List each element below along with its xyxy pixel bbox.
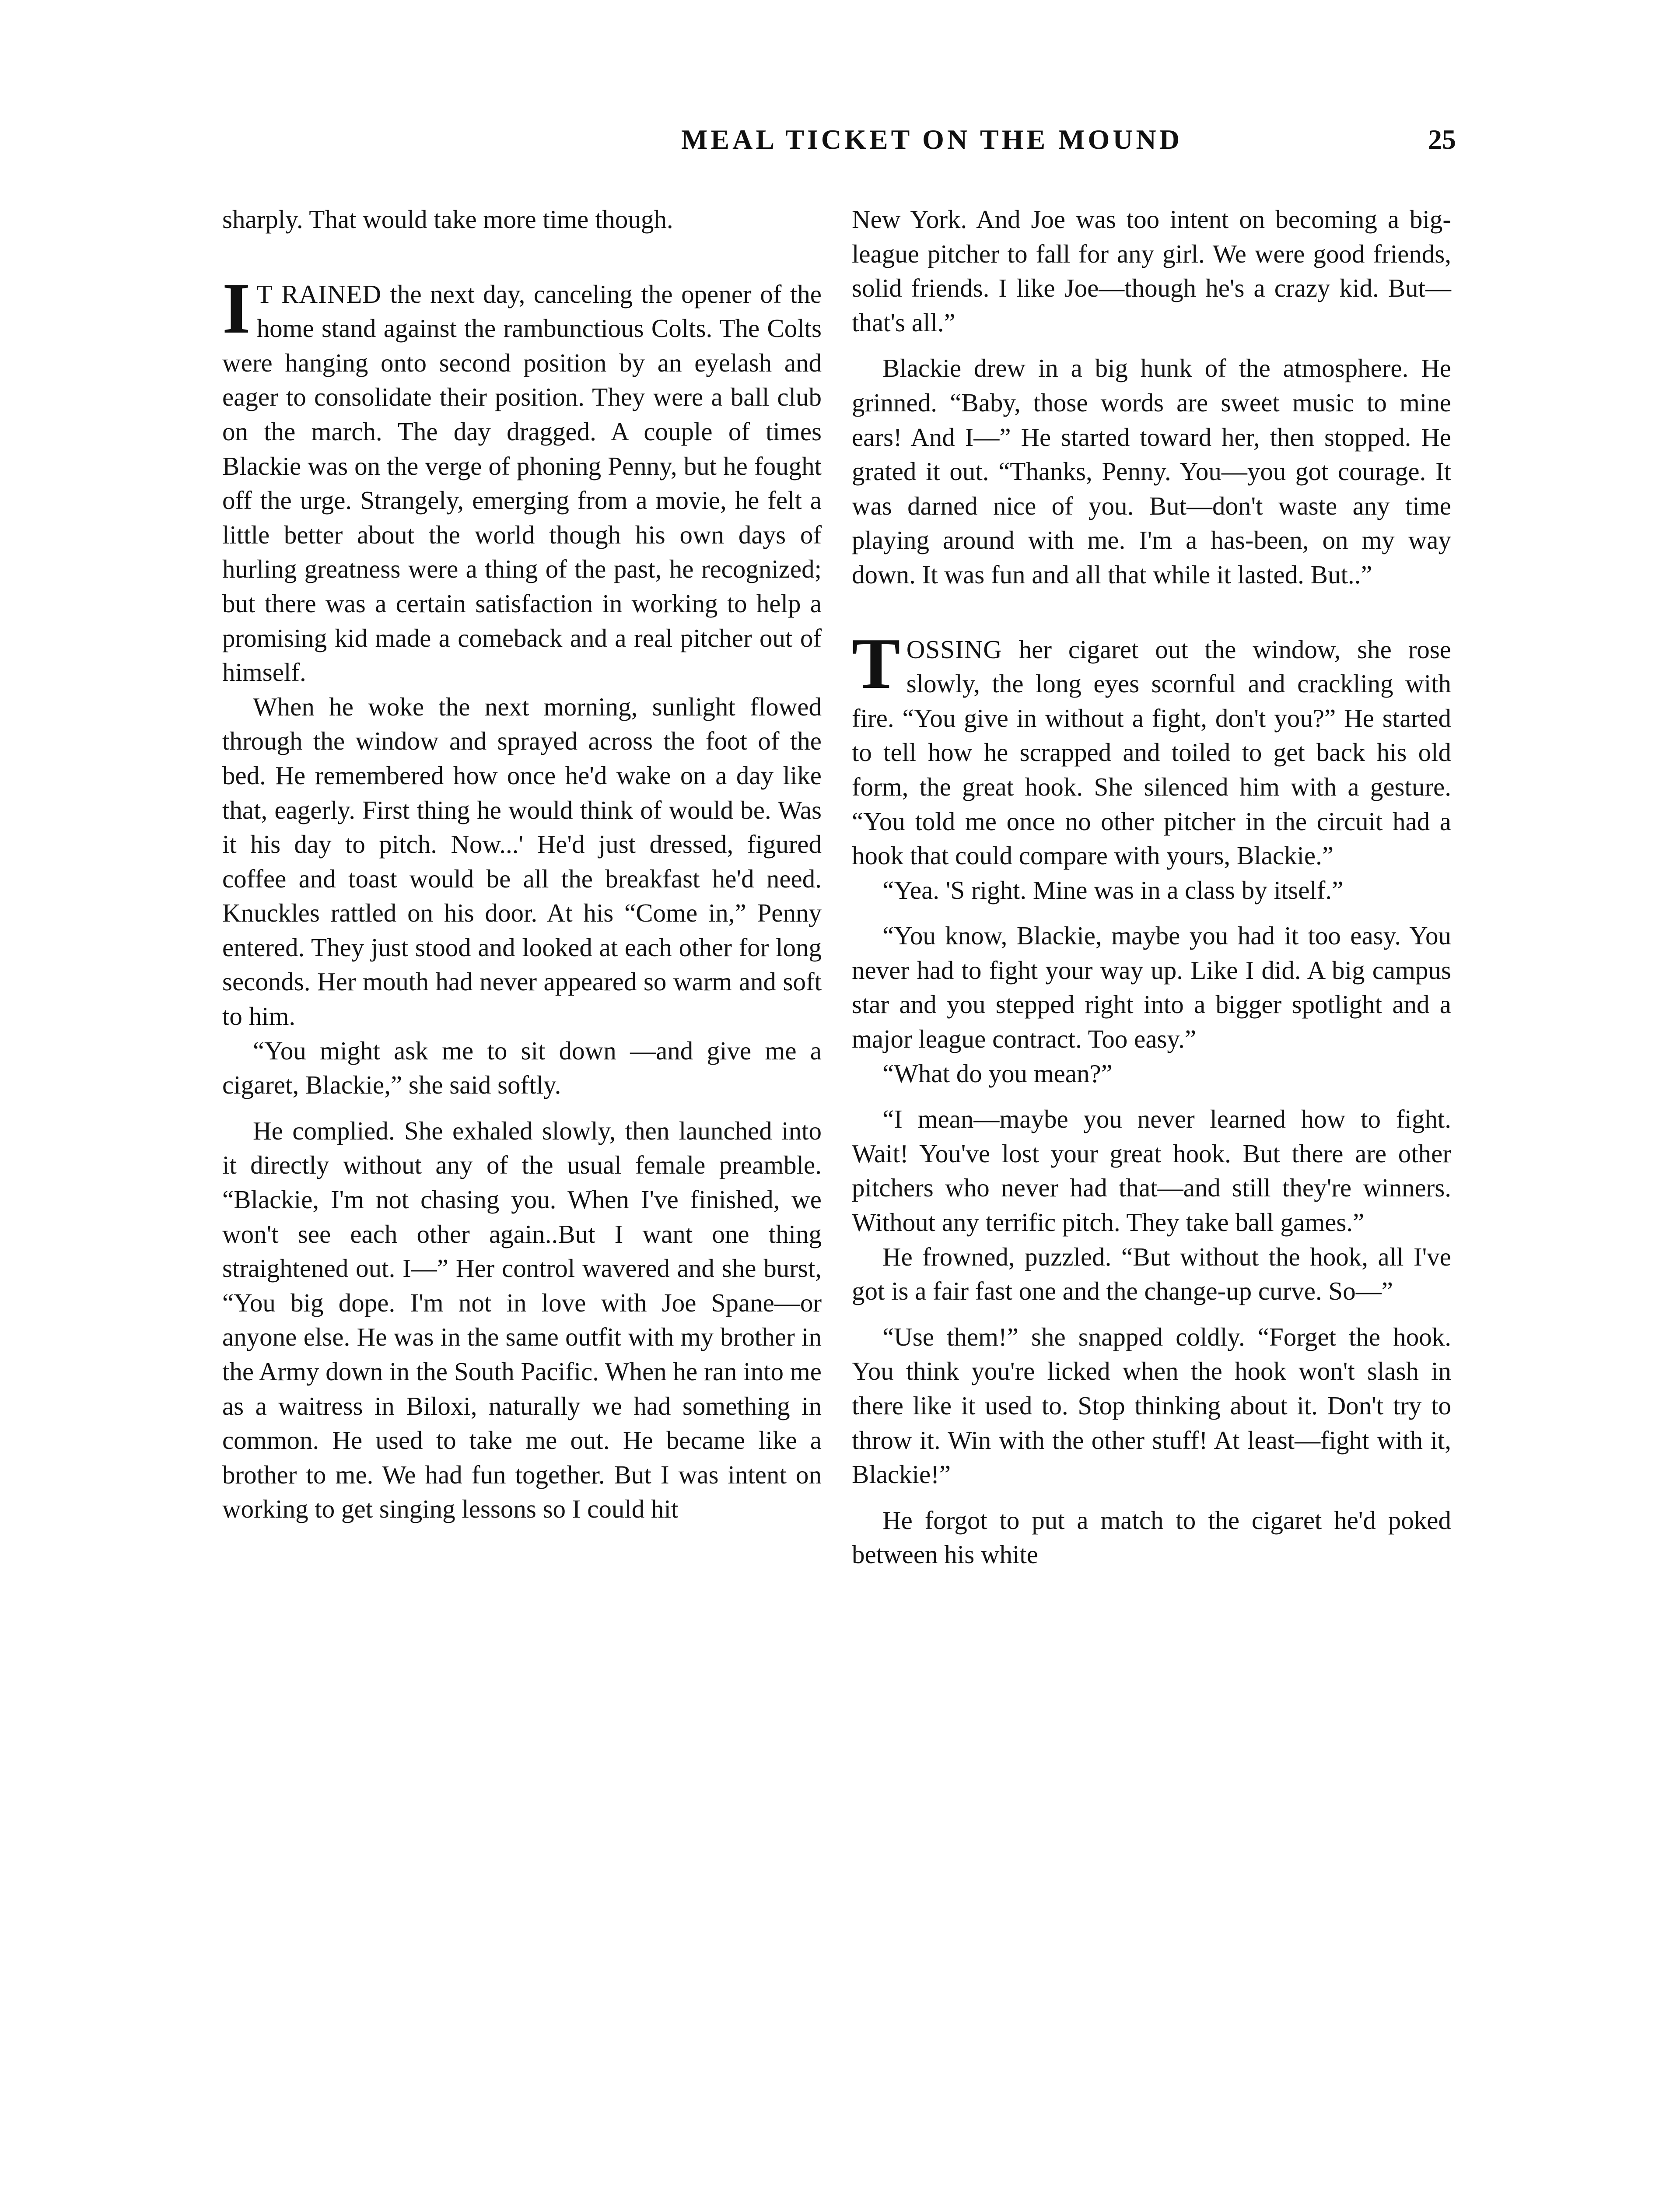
- page-number: 25: [1428, 124, 1456, 155]
- running-title: MEAL TICKET ON THE MOUND: [681, 124, 1183, 155]
- drop-cap: I: [222, 267, 251, 348]
- body-paragraph: He frowned, puzzled. “But without the hook, all I've got is a fair fast one and the change-up curve. So—”: [852, 1242, 1451, 1306]
- body-paragraph: When he woke the next morning, sunlight flowed through the window and sprayed across the foot of the bed. He remembered how once he'd wake on a day like that, eagerly. First thing he would think of would be. Was it his day to pitch. Now...' He'd just dressed, figured coffee and toast would be all the breakfast he'd need. Knuckles rattled on his door. At his “Come in,” Penny entered. They just stood and looked at each other for long seconds. Her mouth had never appeared so warm and soft to him.: [222, 692, 822, 1031]
- continuation-paragraph: sharply. That would take more time though.: [222, 205, 673, 234]
- body-paragraph: “What do you mean?”: [882, 1059, 1113, 1088]
- body-paragraph: “You know, Blackie, maybe you had it too easy. You never had to fight your way up. Like I did. A big campus star and you stepped right into a bigger spotlight and a major league contract. Too easy.”: [852, 921, 1451, 1054]
- continuation-paragraph: New York. And Joe was too intent on becoming a big-league pitcher to fall for any girl. We were good friends, solid friends. I like Joe—though he's a crazy kid. But—that's all.”: [852, 205, 1451, 337]
- body-paragraph: “I mean—maybe you never learned how to fight. Wait! You've lost your great hook. But there are other pitchers who never had that—and still they're winners. Without any terrific pitch. They take ball games.”: [852, 1105, 1451, 1237]
- section-opening-paragraph: [222, 267, 822, 690]
- body-paragraph: “Use them!” she snapped coldly. “Forget the hook. You think you're licked when the hook won't slash in there like it used to. Stop thinking about it. Don't try to throw it. Win with the other stuff! At least—fight with it, Blackie!”: [852, 1322, 1451, 1489]
- body-paragraph: Blackie drew in a big hunk of the atmosphere. He grinned. “Baby, those words are sweet music to mine ears! And I—” He started toward her, then stopped. He grated it out. “Thanks, Penny. You—you got courage. It was darned nice of you. But—don't waste any time playing around with me. I'm a has-been, on my way down. It was fun and all that while it lasted. But..”: [852, 354, 1451, 589]
- section-opening-paragraph: [852, 623, 1451, 873]
- drop-cap: T: [852, 623, 900, 704]
- body-paragraph: “Yea. 'S right. Mine was in a class by itself.”: [882, 875, 1344, 905]
- paragraph-text: the next day, canceling the opener of the home stand against the rambunctious Colts. The Colts were hanging onto second position by an eyelash and eager to consolidate their position. They were a ball club on the march. The day dragged. A couple of times Blackie was on the verge of phoning Penny, but he fought off the urge. Strangely, emerging from a movie, he felt a little better about the world though his own days of hurling greatness were a thing of the past, he recognized; but there was a certain satisfaction in working to help a promising kid made a comeback and a real pitcher out of himself.: [222, 279, 822, 687]
- left-column: [222, 202, 822, 1526]
- body-paragraph: He complied. She exhaled slowly, then launched into it directly without any of the usual female preamble. “Blackie, I'm not chasing you. When I've finished, we won't see each other again..But I want one thing straightened out. I—” Her control wavered and she burst, “You big dope. I'm not in love with Joe Spane—or anyone else. He was in the same outfit with my brother in the Army down in the South Pacific. When he ran into me as a waitress in Biloxi, naturally we had something in common. He used to take me out. He became like a brother to me. We had fun together. But I was intent on working to get singing lessons so I could hit: [222, 1116, 822, 1524]
- body-paragraph: He forgot to put a match to the cigaret he'd poked between his white: [852, 1505, 1451, 1569]
- right-column: [852, 202, 1451, 1572]
- lead-in: OSSING: [906, 635, 1002, 664]
- lead-in: T RAINED: [256, 279, 382, 309]
- body-paragraph: “You might ask me to sit down —and give me a cigaret, Blackie,” she said softly.: [222, 1036, 822, 1100]
- paragraph-text: her cigaret out the window, she rose slowly, the long eyes scornful and crackling with fire. “You give in without a fight, don't you?” He started to tell how he scrapped and toiled to get back his old form, the great hook. She silenced him with a gesture. “You told me once no other pitcher in the circuit had a hook that could compare with yours, Blackie.”: [852, 635, 1451, 870]
